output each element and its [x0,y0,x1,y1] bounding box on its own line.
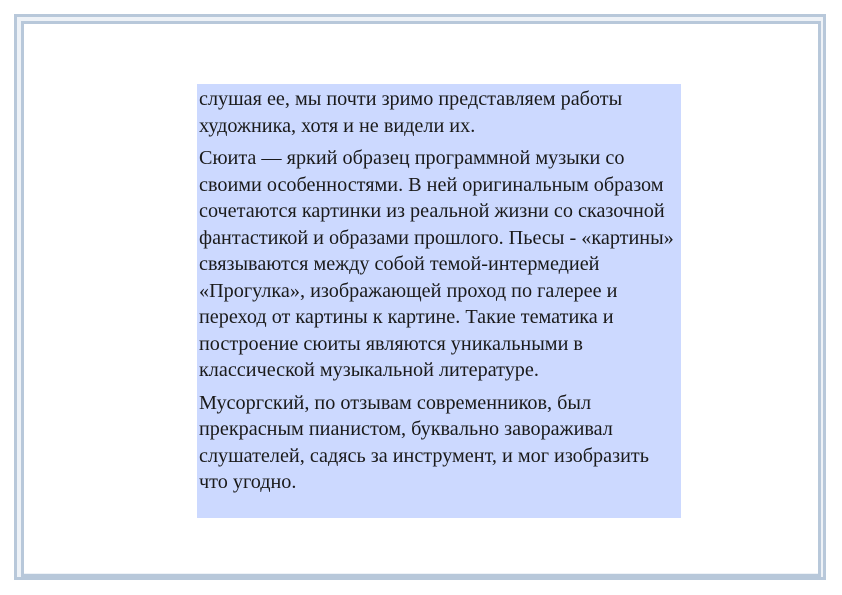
text-block [197,84,681,518]
paragraph-1: слушая ее, мы почти зримо представляем работы художника, хотя и не видели их. [199,88,623,137]
paragraph-3: Мусоргский, по отзывам современников, был прекрасным пианистом, буквально завораживал слушателей, садясь за инструмент, и мог изобразить что угодно. [199,391,649,493]
paragraph-2: Сюита — яркий образец программной музыки со своими особенностями. В ней оригинальным образом сочетаются картинки из реальной жизни со сказочной фантастикой и образами прошлого. Пьесы - «картины» связываются между собой темой-интермедией «Прогулка», изображающей проход по галерее и переход от картины к картине. Такие тематика и построение сюиты являются уникальными в классической музыкальной литературе. [199,147,674,381]
